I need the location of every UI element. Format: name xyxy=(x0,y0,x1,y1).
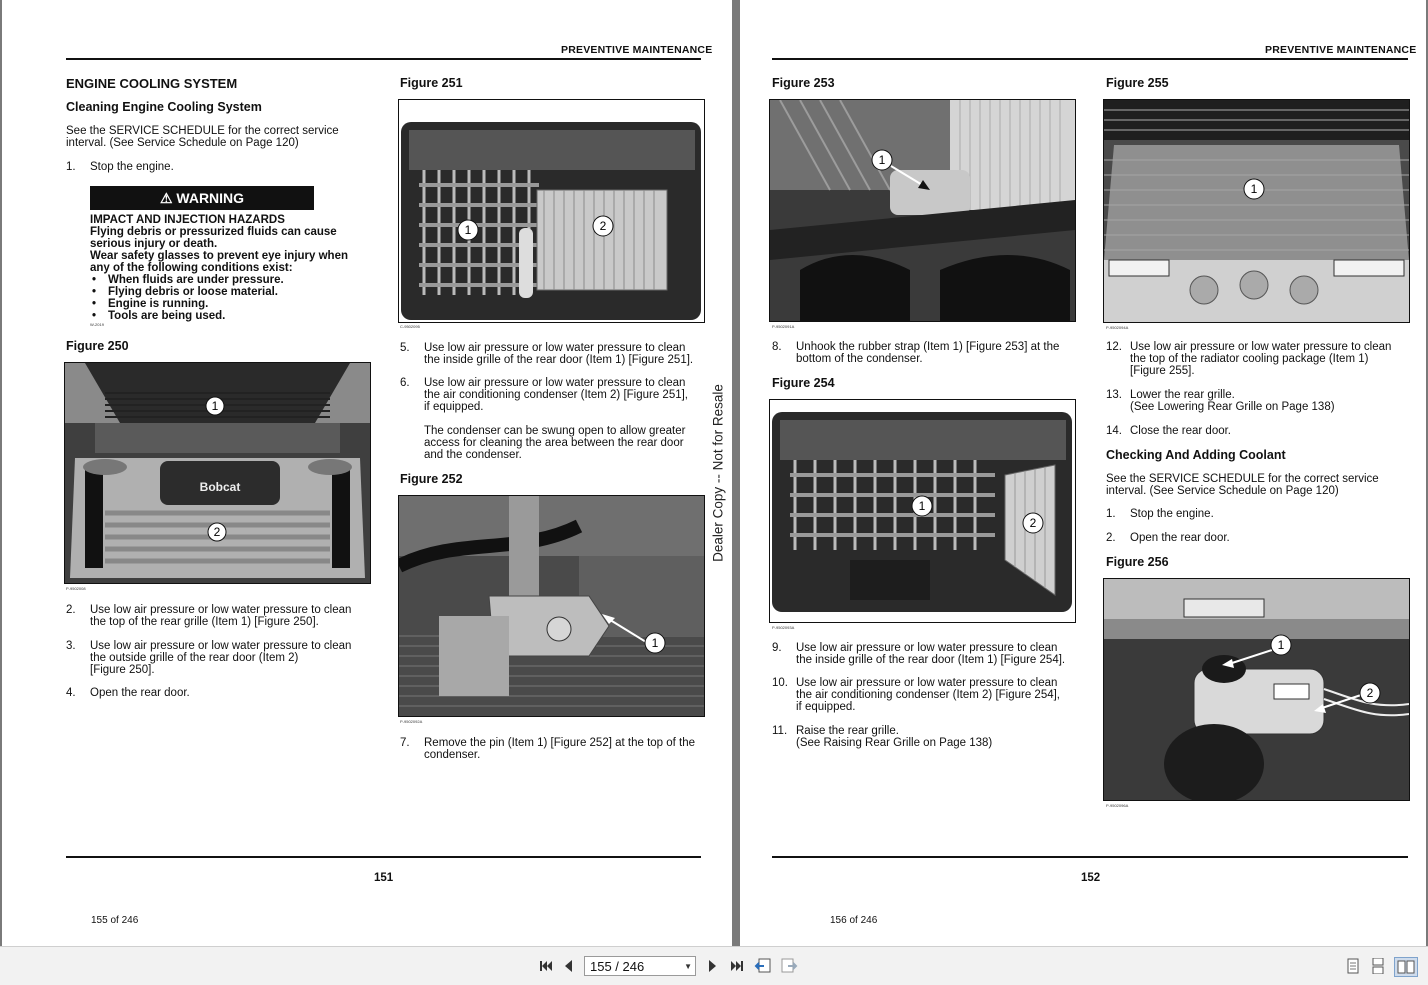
figure-code: P-9502008 xyxy=(66,586,86,591)
viewer-toolbar xyxy=(0,946,1428,985)
step-text: Use low air pressure or low water pressure to clean the top of the rear grille (Item 1) [Figure 250]. xyxy=(90,604,352,628)
subsection-title: Checking And Adding Coolant xyxy=(1106,448,1286,462)
page-number-input[interactable]: 155 / 246 ▼ xyxy=(584,956,696,976)
chevron-down-icon[interactable]: ▼ xyxy=(684,962,692,971)
intro-text: See the SERVICE SCHEDULE for the correct service interval. (See Service Schedule on Page 120) xyxy=(66,125,339,149)
subsection-title: Cleaning Engine Cooling System xyxy=(66,100,262,114)
step-text: Use low air pressure or low water pressure to clean the outside grille of the rear door (Item 2) [Figure 250]. xyxy=(90,640,352,676)
svg-text:1: 1 xyxy=(878,153,886,167)
step-text: Use low air pressure or low water pressure to clean the inside grille of the rear door (Item 1) [Figure 251]. xyxy=(424,342,694,366)
step-number: 14. xyxy=(1106,425,1122,437)
left-page xyxy=(2,0,732,946)
warning-bullet: • Flying debris or loose material. xyxy=(92,286,278,298)
footer-rule xyxy=(66,856,701,858)
prev-page-icon[interactable] xyxy=(562,957,576,975)
warning-triangle-icon: ⚠ xyxy=(159,190,173,206)
step-number: 11. xyxy=(772,725,788,737)
figure-code: P-9502096A xyxy=(1106,803,1129,808)
warning-banner: ⚠ WARNING xyxy=(90,186,314,210)
header-rule xyxy=(66,58,701,60)
figure-label: Figure 250 xyxy=(66,339,129,353)
figure-label: Figure 252 xyxy=(400,472,463,486)
svg-text:1: 1 xyxy=(211,399,219,413)
last-page-icon[interactable] xyxy=(729,957,745,975)
running-header: PREVENTIVE MAINTENANCE xyxy=(561,44,713,56)
step-number: 12. xyxy=(1106,341,1122,353)
section-title: ENGINE COOLING SYSTEM xyxy=(66,76,238,91)
svg-text:1: 1 xyxy=(464,223,472,237)
warning-bullet: • Tools are being used. xyxy=(92,310,226,322)
figure-label: Figure 256 xyxy=(1106,555,1169,569)
step-number: 4. xyxy=(66,687,76,699)
svg-text:1: 1 xyxy=(1277,638,1285,652)
figure-label: Figure 255 xyxy=(1106,76,1169,90)
step-text: Close the rear door. xyxy=(1130,425,1232,437)
continuous-view-icon[interactable] xyxy=(1371,957,1385,975)
warning-bullet: • Engine is running. xyxy=(92,298,209,310)
right-page xyxy=(740,0,1426,946)
figure-code: P-9502092A xyxy=(400,719,423,724)
two-page-view-icon[interactable] xyxy=(1394,957,1418,977)
step-number: 2. xyxy=(1106,532,1116,544)
page-count: 156 of 246 xyxy=(830,915,878,926)
step-text: Stop the engine. xyxy=(1130,508,1214,520)
warning-code: W-2019 xyxy=(90,322,104,327)
step-note: The condenser can be swung open to allow greater access for cleaning the area between the rear door and the condenser. xyxy=(424,425,686,461)
step-text: Open the rear door. xyxy=(90,687,190,699)
step-number: 6. xyxy=(400,377,410,389)
step-text: Use low air pressure or low water pressure to clean the air conditioning condenser (Item 2) [Figure 254], if equipped. xyxy=(796,677,1061,713)
go-back-icon[interactable] xyxy=(754,957,772,975)
step-number: 5. xyxy=(400,342,410,354)
svg-text:2: 2 xyxy=(1366,686,1374,700)
figure-254-image xyxy=(769,399,1076,623)
page-number: 152 xyxy=(1081,872,1101,884)
figure-250-image xyxy=(64,362,371,584)
step-number: 7. xyxy=(400,737,410,749)
figure-code: P-9502091A xyxy=(772,324,795,329)
running-header: PREVENTIVE MAINTENANCE xyxy=(1265,44,1417,56)
figure-code: P-9502093A xyxy=(772,625,795,630)
svg-text:1: 1 xyxy=(651,636,659,650)
first-page-icon[interactable] xyxy=(538,957,554,975)
step-text: Lower the rear grille. (See Lowering Rear Grille on Page 138) xyxy=(1130,389,1335,413)
figure-256-image xyxy=(1103,578,1410,801)
footer-rule xyxy=(772,856,1408,858)
step-number: 13. xyxy=(1106,389,1122,401)
step-text: Use low air pressure or low water pressure to clean the air conditioning condenser (Item 2) [Figure 251], if equipped. xyxy=(424,377,689,413)
svg-text:2: 2 xyxy=(1029,516,1037,530)
page-number: 151 xyxy=(374,872,394,884)
step-number: 1. xyxy=(66,161,76,173)
figure-label: Figure 254 xyxy=(772,376,835,390)
figure-251-image xyxy=(398,99,705,323)
figure-label: Figure 253 xyxy=(772,76,835,90)
step-text: Remove the pin (Item 1) [Figure 252] at the top of the condenser. xyxy=(424,737,696,761)
step-text: Raise the rear grille. (See Raising Rear Grille on Page 138) xyxy=(796,725,993,749)
step-text: Use low air pressure or low water pressure to clean the top of the radiator cooling package (Item 1) [Figure 255]. xyxy=(1130,341,1392,377)
figure-255-image xyxy=(1103,99,1410,323)
figure-252-image xyxy=(398,495,705,717)
svg-text:1: 1 xyxy=(1250,182,1258,196)
next-page-icon[interactable] xyxy=(705,957,719,975)
header-rule xyxy=(772,58,1408,60)
figure-code: C-9502095 xyxy=(400,324,420,329)
step-number: 8. xyxy=(772,341,782,353)
figure-253-image xyxy=(769,99,1076,322)
figure-label: Figure 251 xyxy=(400,76,463,90)
go-forward-icon[interactable] xyxy=(780,957,798,975)
page-count: 155 of 246 xyxy=(91,915,139,926)
svg-text:2: 2 xyxy=(213,525,221,539)
step-number: 1. xyxy=(1106,508,1116,520)
single-page-view-icon[interactable] xyxy=(1346,957,1360,975)
figure-code: P-9502094A xyxy=(1106,325,1129,330)
step-text: Open the rear door. xyxy=(1130,532,1230,544)
step-text: Stop the engine. xyxy=(90,161,174,173)
step-text: Unhook the rubber strap (Item 1) [Figure 253] at the bottom of the condenser. xyxy=(796,341,1060,365)
step-text: Use low air pressure or low water pressure to clean the inside grille of the rear door (Item 1) [Figure 254]. xyxy=(796,642,1066,666)
svg-text:1: 1 xyxy=(918,499,926,513)
bobcat-logo: Bobcat xyxy=(199,480,241,494)
intro-text: See the SERVICE SCHEDULE for the correct service interval. (See Service Schedule on Page 120) xyxy=(1106,473,1379,497)
step-number: 3. xyxy=(66,640,76,652)
step-number: 2. xyxy=(66,604,76,616)
step-number: 9. xyxy=(772,642,782,654)
warning-bullet: • When fluids are under pressure. xyxy=(92,274,284,286)
watermark: Dealer Copy -- Not for Resale xyxy=(710,384,726,562)
step-number: 10. xyxy=(772,677,788,689)
svg-text:2: 2 xyxy=(599,219,607,233)
warning-text: IMPACT AND INJECTION HAZARDS Flying debris or pressurized fluids can cause serious injury or death. Wear safety glasses to prevent eye injury when any of the following conditions exist: • When fluids are under pressure. • Flying debris or loose material. • Engine is running. • Tools are being used. xyxy=(90,214,349,322)
